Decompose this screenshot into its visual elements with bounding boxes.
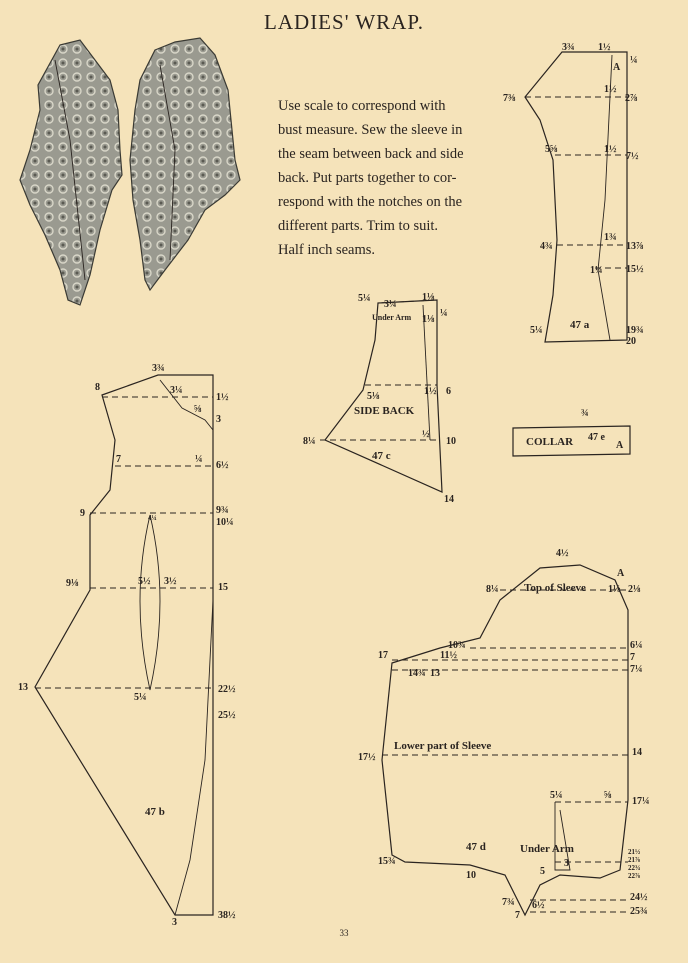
sleeve-measure: 14¾ xyxy=(408,668,426,679)
sleeve-measure: 17¼ xyxy=(632,796,650,807)
collar-notch-mark: A xyxy=(616,440,624,451)
sleeve-measure: 13 xyxy=(430,668,440,679)
wrap-front-view-illustration xyxy=(130,38,240,290)
sleeve-measure: 5¼ xyxy=(550,790,563,801)
side-back-label: Under Arm xyxy=(372,313,412,322)
front-measure: 1½ xyxy=(604,144,617,155)
front-piece-label: 47 a xyxy=(570,319,590,331)
sleeve-measure: 6½ xyxy=(532,900,545,911)
back-measure: 4¼ xyxy=(148,514,157,522)
sleeve-measure: 7¼ xyxy=(630,664,643,675)
side-back-pattern-piece xyxy=(303,292,456,505)
front-measure: 5¼ xyxy=(530,325,543,336)
front-measure: 1¼ xyxy=(590,265,603,276)
sleeve-measure: 7¾ xyxy=(502,897,515,908)
side-back-measure: 6 xyxy=(446,386,451,397)
instruction-line: Half inch seams. xyxy=(278,242,376,258)
back-measure: ⅝ xyxy=(194,404,202,415)
back-measure: 5¼ xyxy=(134,692,147,703)
front-measure: 15½ xyxy=(626,264,644,275)
instruction-line: back. Put parts together to cor- xyxy=(278,170,457,186)
back-measure: 9 xyxy=(80,508,85,519)
page-title: LADIES' WRAP. xyxy=(264,10,424,34)
front-measure: 13⅞ xyxy=(626,241,644,252)
back-measure: 25½ xyxy=(218,710,236,721)
page-number: 33 xyxy=(339,928,349,938)
back-measure: 7 xyxy=(116,454,121,465)
front-measure: 5⅝ xyxy=(545,144,558,155)
sleeve-notch-mark: A xyxy=(617,568,625,579)
back-measure: 5½ xyxy=(138,576,151,587)
side-back-measure: 5¼ xyxy=(358,293,371,304)
back-measure: 38½ xyxy=(218,910,236,921)
sleeve-measure: 24½ xyxy=(630,892,648,903)
sleeve-measure: 10 xyxy=(466,870,476,881)
back-measure: 3 xyxy=(216,414,221,425)
side-back-measure: 1⅛ xyxy=(422,314,435,325)
front-measure: ¼ xyxy=(630,55,638,66)
sleeve-measure: 7 xyxy=(515,910,520,921)
back-piece-label: 47 b xyxy=(145,806,165,818)
back-pattern-piece xyxy=(18,363,236,928)
back-measure: 8 xyxy=(95,382,100,393)
back-measure: 3¾ xyxy=(152,363,165,374)
back-measure: 6½ xyxy=(216,460,229,471)
sleeve-under-arm-label: Under Arm xyxy=(520,843,574,855)
sleeve-measure: ⅝ xyxy=(604,790,612,801)
garment-illustration xyxy=(20,38,240,305)
front-notch-mark: A xyxy=(613,62,621,73)
wrap-back-view-illustration xyxy=(20,40,122,305)
back-measure: 3 xyxy=(172,917,177,928)
sleeve-measure: 1⅛ xyxy=(608,584,621,595)
collar-label: COLLAR xyxy=(526,436,574,448)
sleeve-measure: 17 xyxy=(378,650,388,661)
side-back-measure: 1⅛ xyxy=(422,292,435,303)
sleeve-measure: 15¾ xyxy=(378,856,396,867)
sleeve-measure: 17½ xyxy=(358,752,376,763)
collar-pattern-piece xyxy=(513,408,630,456)
back-measure: 10¼ xyxy=(216,517,234,528)
sleeve-measure: 11½ xyxy=(440,650,457,661)
sleeve-lower-label: Lower part of Sleeve xyxy=(394,740,492,752)
sleeve-measure: 5 xyxy=(540,866,545,877)
side-back-measure: 8¼ xyxy=(303,436,316,447)
side-back-measure: 3¼ xyxy=(384,299,397,310)
side-back-measure: ½ xyxy=(422,429,430,440)
instruction-line: Use scale to correspond with xyxy=(278,98,446,114)
sleeve-measure: 4½ xyxy=(556,548,569,559)
sleeve-measure: 21½ xyxy=(628,848,641,856)
sleeve-measure: 7 xyxy=(630,652,635,663)
front-measure: 7½ xyxy=(626,151,639,162)
instruction-line: respond with the notches on the xyxy=(278,194,463,210)
side-back-measure: 5⅛ xyxy=(367,391,380,402)
back-measure: 13 xyxy=(18,682,28,693)
side-back-measure: ¼ xyxy=(440,308,448,319)
sleeve-measure: 2⅛ xyxy=(628,584,641,595)
front-measure: 2⅞ xyxy=(625,93,638,104)
sleeve-measure: 6¼ xyxy=(630,640,643,651)
sleeve-measure: 22¾ xyxy=(628,864,641,872)
back-measure: 3½ xyxy=(164,576,177,587)
sleeve-measure: 3 xyxy=(564,858,569,869)
side-back-measure: 1½ xyxy=(424,386,437,397)
sleeve-measure: 22⅞ xyxy=(628,872,641,880)
sleeve-measure: 8¼ xyxy=(486,584,499,595)
sleeve-top-label: Top of Sleeve xyxy=(524,582,586,594)
sleeve-measure: 21⅞ xyxy=(628,856,641,864)
sleeve-measure: 14 xyxy=(632,747,642,758)
back-measure: 22½ xyxy=(218,684,236,695)
front-measure: 20 xyxy=(626,336,636,347)
side-back-measure: 14 xyxy=(444,494,454,505)
back-measure: 15 xyxy=(218,582,228,593)
side-back-label: SIDE BACK xyxy=(354,405,415,417)
instruction-line: bust measure. Sew the sleeve in xyxy=(278,122,463,138)
collar-measure: ¾ xyxy=(581,408,589,419)
collar-code: 47 e xyxy=(588,432,605,443)
side-back-measure: 10 xyxy=(446,436,456,447)
side-back-code: 47 c xyxy=(372,450,391,462)
front-measure: 19¾ xyxy=(626,325,644,336)
sleeve-code: 47 d xyxy=(466,841,486,853)
back-measure: 9⅛ xyxy=(66,578,79,589)
front-measure: 1½ xyxy=(604,84,617,95)
sleeve-measure: 10¾ xyxy=(448,640,466,651)
back-measure: 3¼ xyxy=(170,385,183,396)
back-measure: 1½ xyxy=(216,392,229,403)
instruction-line: different parts. Trim to suit. xyxy=(278,218,439,234)
instruction-line: the seam between back and side xyxy=(278,146,464,162)
back-measure: ¼ xyxy=(195,454,203,465)
front-measure: 7⅜ xyxy=(503,93,516,104)
front-measure: 4¾ xyxy=(540,241,553,252)
back-measure: 9¾ xyxy=(216,505,229,516)
sleeve-measure: 25¾ xyxy=(630,906,648,917)
sleeve-pattern-piece xyxy=(358,548,650,921)
front-measure: 3¾ xyxy=(562,42,575,53)
front-measure: 1¾ xyxy=(604,232,617,243)
front-measure: 1½ xyxy=(598,42,611,53)
front-pattern-piece xyxy=(503,42,644,347)
